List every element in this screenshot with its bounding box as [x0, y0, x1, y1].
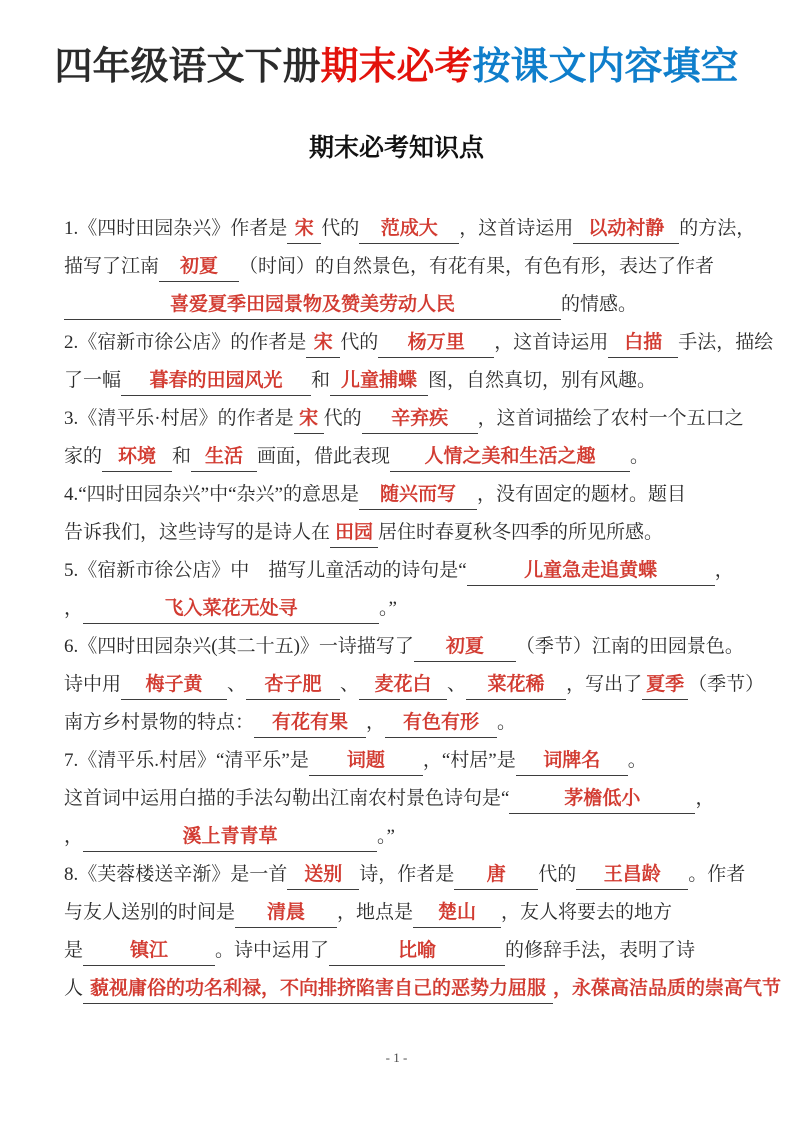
text-line: [64, 932, 773, 970]
body-text: 图，自然真切，别有风趣。: [428, 370, 657, 391]
text-line: [64, 704, 773, 742]
text-line: [64, 514, 773, 552]
answer-text: 环境: [118, 446, 157, 467]
answer-text: 词题: [346, 750, 385, 771]
answer-blank: [509, 787, 695, 814]
answer-blank: [378, 331, 494, 358]
body-text: 这首词中运用白描的手法勾勒出江南农村景色诗句是“: [64, 788, 510, 809]
answer-blank: [83, 977, 553, 1004]
text-line: [64, 742, 773, 780]
answer-blank: [246, 673, 340, 700]
answer-text: 夏季: [646, 674, 685, 695]
body-text: ，友人将要去的地方: [501, 902, 673, 923]
answer-text: 麦花白: [374, 674, 432, 695]
body-text: 居住时春夏秋冬四季的所见所感。: [378, 522, 664, 543]
body-text: 的方法，: [679, 218, 756, 239]
body-text: 的修辞手法，表明了诗: [505, 940, 696, 961]
answer-blank: [102, 445, 172, 472]
body-text: 。: [627, 750, 647, 771]
answer-blank: [294, 407, 324, 434]
body-text: 南方乡村景物的特点：: [64, 712, 255, 733]
text-line: [64, 362, 773, 400]
body-text: 7.《清平乐.村居》“清平乐”是: [64, 750, 309, 771]
body-text: ，这首词描绘了农村一个五口之: [477, 408, 744, 429]
body-text: 画面，借此表现: [257, 446, 391, 467]
answer-text: 楚山: [438, 902, 477, 923]
body-text: 诗，作者是: [359, 864, 455, 885]
answer-text: 生活: [205, 446, 244, 467]
text-line: [64, 666, 773, 704]
answer-blank: [330, 521, 378, 548]
answer-blank: [287, 863, 359, 890]
text-line: [64, 248, 773, 286]
body-text: 2.《宿新市徐公店》的作者是: [64, 332, 307, 353]
answer-text: 比喻: [398, 940, 437, 961]
page-title: [0, 0, 793, 90]
answer-blank: [642, 673, 688, 700]
body-text: （时间）的自然景色，有花有果，有色有形，表达了作者: [239, 256, 715, 277]
answer-text: 暮春的田园风光: [149, 370, 283, 391]
answer-blank: [64, 293, 561, 320]
answer-blank: [359, 673, 447, 700]
answer-text: 藐视庸俗的功名利禄，不向排挤陷害自己的恶势力屈服: [90, 978, 547, 999]
answer-blank: [83, 597, 379, 624]
text-line: [64, 780, 773, 818]
body-text: 。作者: [688, 864, 746, 885]
answer-text: 田园: [335, 522, 374, 543]
title-part-black: 四年级语文下册: [54, 46, 321, 88]
answer-text: 范成大: [380, 218, 438, 239]
body-text: （季节）江南的田园景色。: [515, 636, 744, 657]
answer-blank: [576, 863, 688, 890]
body-text: 8.《芙蓉楼送辛渐》是一首: [64, 864, 288, 885]
section-subtitle: 期末必考知识点: [308, 134, 484, 162]
answer-text: 梅子黄: [145, 674, 203, 695]
answer-text: 飞入菜花无处寻: [164, 598, 298, 619]
body-text: ，: [714, 560, 734, 581]
answer-blank: [330, 369, 428, 396]
body-text: 。”: [379, 598, 397, 619]
body-text: 是: [64, 940, 84, 961]
body-text: ，地点是: [337, 902, 414, 923]
body-text: ，: [64, 598, 84, 619]
answer-blank: [359, 217, 459, 244]
body-text: ，: [695, 788, 715, 809]
body-text: 代的: [340, 332, 379, 353]
worksheet-body: [64, 210, 782, 1008]
answer-blank: [362, 407, 478, 434]
answer-text: 白描: [624, 332, 663, 353]
text-line: [64, 286, 773, 324]
answer-blank: [454, 863, 538, 890]
answer-text: 宋: [299, 408, 319, 429]
text-line: [64, 400, 773, 438]
body-text: 代的: [321, 218, 360, 239]
answer-blank: [306, 331, 340, 358]
body-text: 家的: [64, 446, 103, 467]
body-text: 诗中用: [64, 674, 122, 695]
text-line: [64, 324, 773, 362]
answer-text: 溪上青青草: [182, 826, 278, 847]
text-line: [64, 894, 773, 932]
answer-blank: [309, 749, 423, 776]
answer-text: 随兴而写: [379, 484, 456, 505]
answer-text: 王昌龄: [603, 864, 661, 885]
body-text: ，“村居”是: [422, 750, 516, 771]
answer-text: 初夏: [180, 256, 219, 277]
body-text: 描写了江南: [64, 256, 160, 277]
answer-blank: [359, 483, 477, 510]
body-text: ，没有固定的题材。题目: [476, 484, 686, 505]
body-text: 。: [497, 712, 517, 733]
answer-text: 词牌名: [543, 750, 601, 771]
body-text: 3.《清平乐·村居》的作者是: [64, 408, 294, 429]
title-part-red: 期末必考: [320, 46, 473, 88]
text-line: [64, 476, 773, 514]
answer-text: 清晨: [267, 902, 306, 923]
body-text: ，这首诗运用: [494, 332, 609, 353]
answer-text-inline: ，永葆高洁品质的崇高气节: [553, 978, 782, 999]
body-text: 1.《四时田园杂兴》作者是: [64, 218, 288, 239]
body-text: 代的: [323, 408, 362, 429]
answer-text: 宋: [313, 332, 333, 353]
body-text: 和: [311, 370, 331, 391]
answer-text: 唐: [486, 864, 506, 885]
answer-blank: [385, 711, 497, 738]
answer-blank: [287, 217, 321, 244]
body-text: 4.“四时田园杂兴”中“杂兴”的意思是: [64, 484, 359, 505]
body-text: 手法，描绘: [678, 332, 774, 353]
answer-text: 有色有形: [403, 712, 480, 733]
text-line: [64, 628, 773, 666]
body-text: 、: [447, 674, 467, 695]
answer-blank: [516, 749, 628, 776]
title-part-blue: 按课文内容填空: [472, 46, 739, 88]
body-text: 人: [64, 978, 84, 999]
answer-text: 儿童捕蝶: [341, 370, 418, 391]
answer-text: 送别: [304, 864, 343, 885]
answer-blank: [329, 939, 505, 966]
answer-blank: [254, 711, 366, 738]
answer-text: 人情之美和生活之趣: [424, 446, 596, 467]
answer-text: 杏子肥: [264, 674, 322, 695]
answer-text: 初夏: [445, 636, 484, 657]
answer-text: 有花有果: [272, 712, 349, 733]
body-text: 。”: [377, 826, 395, 847]
answer-text: 镇江: [130, 940, 169, 961]
text-line: [64, 856, 773, 894]
body-text: 。诗中运用了: [215, 940, 330, 961]
body-text: ，写出了: [566, 674, 643, 695]
answer-blank: [191, 445, 257, 472]
answer-blank: [413, 901, 501, 928]
answer-blank: [467, 559, 715, 586]
text-line: [64, 438, 773, 476]
answer-text: 菜花稀: [487, 674, 545, 695]
answer-blank: [608, 331, 678, 358]
answer-blank: [83, 939, 215, 966]
answer-text: 以动衬静: [588, 218, 665, 239]
answer-blank: [573, 217, 679, 244]
answer-text: 喜爱夏季田园景物及赞美劳动人民: [169, 294, 455, 315]
text-line: [64, 590, 773, 628]
answer-blank: [390, 445, 630, 472]
answer-blank: [159, 255, 239, 282]
body-text: 和: [172, 446, 192, 467]
body-text: 6.《四时田园杂兴(其二十五)》一诗描写了: [64, 636, 414, 657]
answer-text: 宋: [294, 218, 314, 239]
text-line: [64, 210, 773, 248]
answer-text: 茅檐低小: [564, 788, 641, 809]
answer-blank: [235, 901, 337, 928]
body-text: 了一幅: [64, 370, 122, 391]
body-text: ，: [366, 712, 386, 733]
answer-blank: [414, 635, 516, 662]
body-text: ，: [64, 826, 84, 847]
answer-blank: [466, 673, 566, 700]
body-text: ，这首诗运用: [459, 218, 574, 239]
text-line: [64, 818, 773, 856]
text-line: [64, 552, 773, 590]
body-text: 与友人送别的时间是: [64, 902, 236, 923]
body-text: 、: [340, 674, 360, 695]
answer-blank: [83, 825, 377, 852]
body-text: 5.《宿新市徐公店》中 描写儿童活动的诗句是“: [64, 560, 467, 581]
body-text: 、: [227, 674, 247, 695]
answer-text: 杨万里: [407, 332, 465, 353]
body-text: （季节）: [688, 674, 765, 695]
body-text: 的情感。: [561, 294, 638, 315]
answer-text: 辛弃疾: [391, 408, 449, 429]
body-text: 代的: [538, 864, 577, 885]
answer-blank: [121, 369, 311, 396]
answer-blank: [121, 673, 227, 700]
page-number: - 1 -: [385, 1050, 408, 1065]
body-text: 。: [630, 446, 650, 467]
text-line: [64, 970, 782, 1008]
body-text: 告诉我们，这些诗写的是诗人在: [64, 522, 331, 543]
answer-text: 儿童急走追黄蝶: [524, 560, 658, 581]
